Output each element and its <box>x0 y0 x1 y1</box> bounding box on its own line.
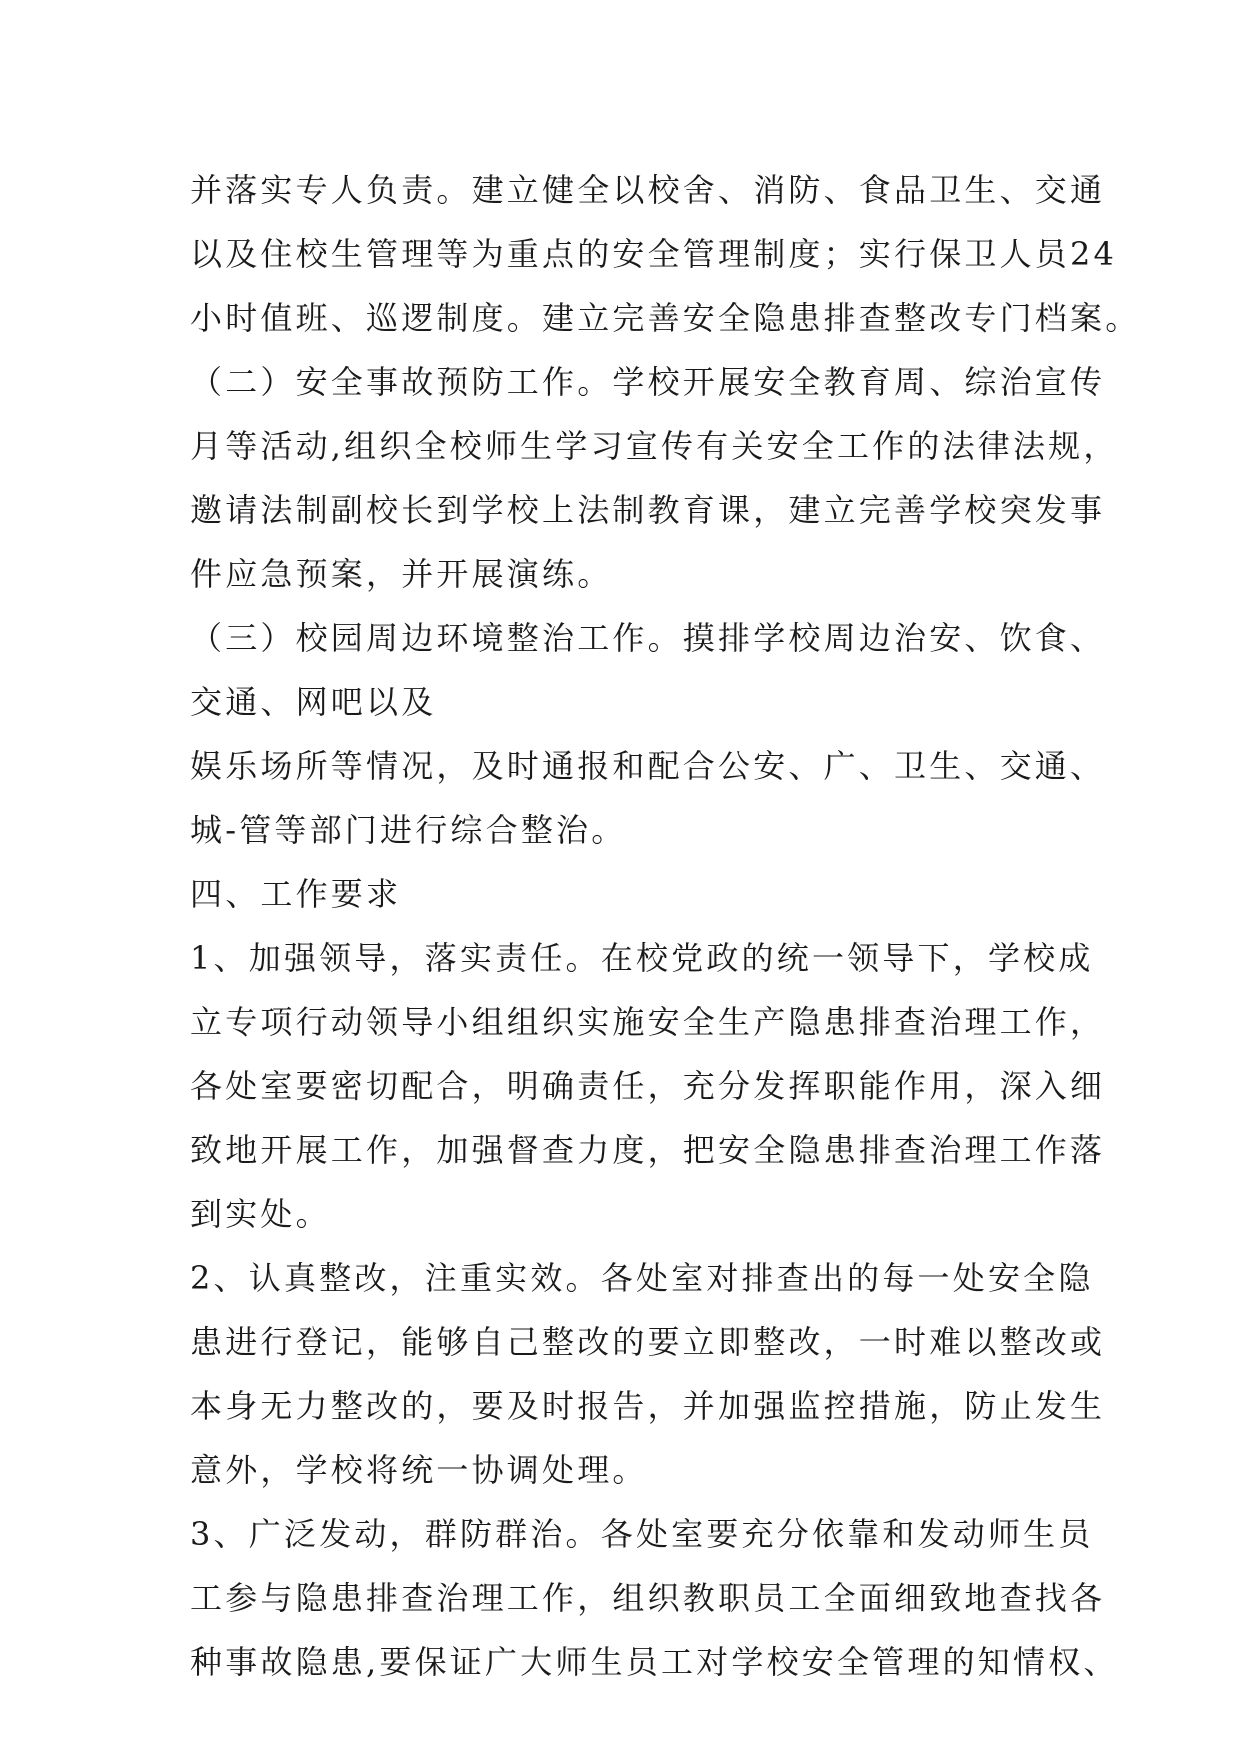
text-line: 邀请法制副校长到学校上法制教育课，建立完善学校突发事 <box>190 491 1106 529</box>
text-line: 交通、网吧以及 <box>190 683 437 721</box>
text-line: 立专项行动领导小组组织实施安全生产隐患排查治理工作， <box>190 1003 1106 1041</box>
document-body <box>190 158 1141 1694</box>
text-line: （二）安全事故预防工作。学校开展安全教育周、综治宣传 <box>190 363 1106 401</box>
text-line: 本身无力整改的，要及时报告，并加强监控措施，防止发生 <box>190 1387 1106 1425</box>
text-line: 以及住校生管理等为重点的安全管理制度；实行保卫人员24 <box>190 235 1118 273</box>
text-line: 患进行登记，能够自己整改的要立即整改，一时难以整改或 <box>190 1323 1106 1361</box>
text-line: 2、认真整改，注重实效。各处室对排查出的每一处安全隐 <box>190 1259 1094 1297</box>
text-line: 城-管等部门进行综合整治。 <box>190 811 627 849</box>
text-line: 小时值班、巡逻制度。建立完善安全隐患排查整改专门档案。 <box>190 299 1141 337</box>
text-line: （三）校园周边环境整治工作。摸排学校周边治安、饮食、 <box>190 619 1106 657</box>
text-line: 致地开展工作，加强督查力度，把安全隐患排查治理工作落 <box>190 1131 1106 1169</box>
text-line: 3、广泛发动，群防群治。各处室要充分依靠和发动师生员 <box>190 1515 1094 1553</box>
text-line: 1、加强领导，落实责任。在校党政的统一领导下，学校成 <box>190 939 1094 977</box>
text-line: 工参与隐患排查治理工作，组织教职员工全面细致地查找各 <box>190 1579 1106 1617</box>
section-heading: 四、工作要求 <box>190 875 402 913</box>
text-line: 月等活动,组织全校师生学习宣传有关安全工作的法律法规， <box>190 427 1119 465</box>
text-line: 种事故隐患,要保证广大师生员工对学校安全管理的知情权、 <box>190 1643 1119 1681</box>
text-line: 娱乐场所等情况，及时通报和配合公安、广、卫生、交通、 <box>190 747 1106 785</box>
text-line: 到实处。 <box>190 1195 331 1233</box>
text-line: 意外，学校将统一协调处理。 <box>190 1451 648 1489</box>
text-line: 各处室要密切配合，明确责任，充分发挥职能作用，深入细 <box>190 1067 1106 1105</box>
text-line: 并落实专人负责。建立健全以校舍、消防、食品卫生、交通 <box>190 171 1106 209</box>
text-line: 件应急预案，并开展演练。 <box>190 555 613 593</box>
